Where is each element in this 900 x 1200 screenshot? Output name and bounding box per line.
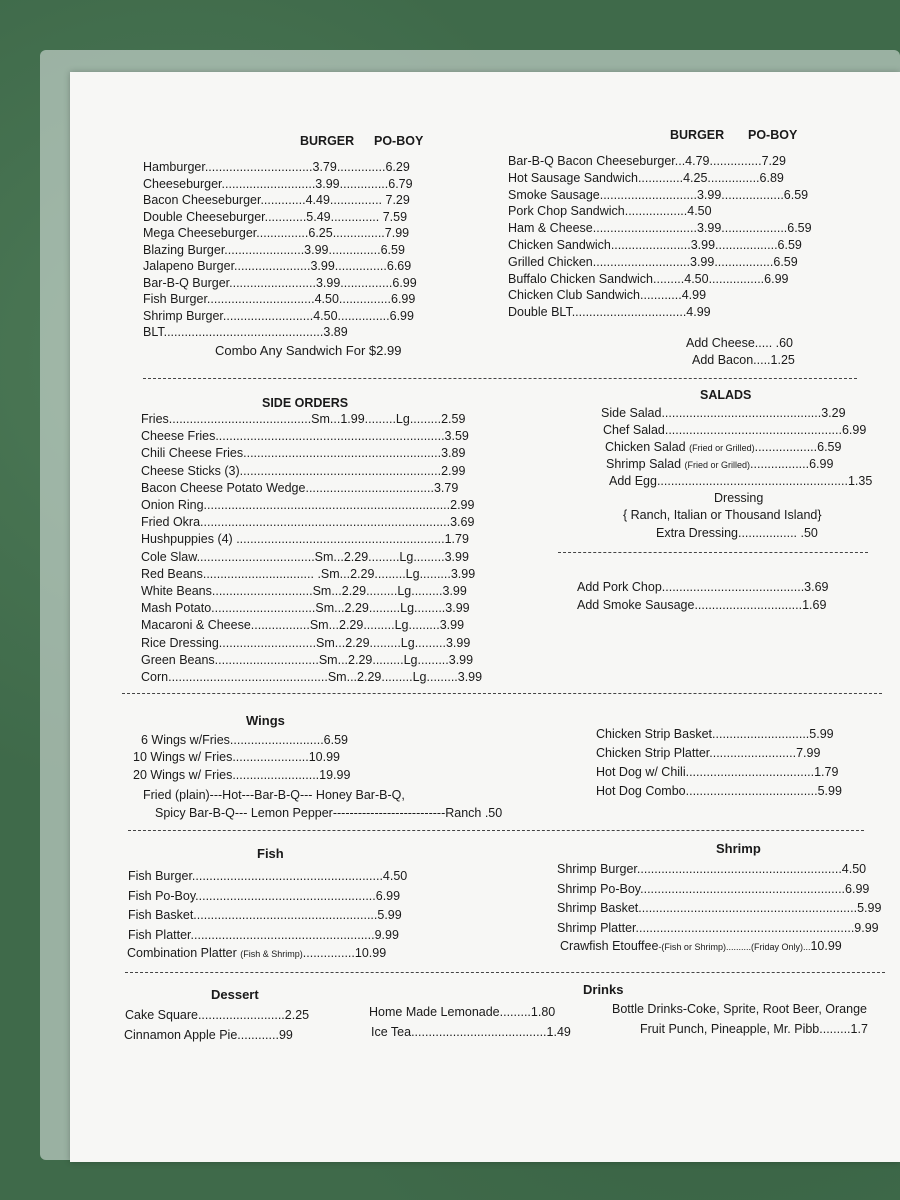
crawfish-price: 10.99 [810,939,842,953]
drinks-title: Drinks [583,982,624,997]
list-item: Hot Dog Combo......................................5.99 [596,784,842,798]
list-item: Corn..............................................Sm...2.29.........Lg.........3.99 [141,670,483,685]
list-item: Cole Slaw..................................Sm...2.29.........Lg.........3.99 [141,549,469,564]
list-item: Onion Ring.......................................................................2.99 [141,498,475,513]
list-item: Chicken Club Sandwich............4.99 [508,288,707,303]
list-item: Red Beans................................ .Sm...2.29.........Lg.........3.99 [141,566,476,581]
list-item: Shrimp Platter...............................................................9.99 [557,921,879,936]
divider [143,378,857,379]
chicken-salad-note: (Fried or Grilled) [689,443,755,453]
list-item: Bar-B-Q Burger.........................3.99...............6.99 [143,275,417,290]
dessert-title: Dessert [211,987,259,1002]
list-item: Mash Potato..............................Sm...2.29.........Lg.........3.99 [141,601,470,616]
list-item: Pork Chop Sandwich..................4.50 [508,204,712,219]
list-item: Hot Sausage Sandwich.............4.25...............6.89 [508,170,784,185]
list-item: Bacon Cheeseburger.............4.49............... 7.29 [143,193,410,207]
add-pork-chop: Add Pork Chop.........................................3.69 [577,580,829,594]
sandwich-list [508,153,812,321]
extra-dressing: Extra Dressing................. .50 [656,526,818,540]
poboy-column-header: PO-BOY [374,134,424,148]
bottle-drinks-2: Fruit Punch, Pineapple, Mr. Pibb.........1.7 [640,1022,868,1036]
burger-list [143,159,417,341]
wing-flavors: Fried (plain)---Hot---Bar-B-Q--- Honey Bar-B-Q, [143,788,405,802]
list-item: 6 Wings w/Fries...........................6.59 [141,733,349,747]
wings-title: Wings [246,713,285,728]
list-item: Chicken Sandwich.......................3.99..................6.59 [508,237,802,252]
list-item: Chicken Strip Platter.........................7.99 [596,746,821,760]
list-item: Smoke Sausage............................3.99..................6.59 [508,187,809,202]
divider [122,693,882,694]
side-orders-list [141,411,482,686]
add-bacon: Add Bacon.....1.25 [692,353,795,367]
lemonade: Home Made Lemonade.........1.80 [369,1005,556,1019]
list-item: Fish Po-Boy....................................................6.99 [128,888,401,903]
list-item: Double Cheeseburger............5.49.............. 7.59 [143,209,408,224]
crawfish-note: -(Fish or Shrimp)..........(Friday Only)... [658,942,811,952]
basket-list [596,725,842,801]
list-item: Fries.........................................Sm...1.99.........Lg.........2.59 [141,412,466,426]
dressing-heading: Dressing [714,491,764,505]
list-item: Shrimp Burger...........................................................4.50 [557,862,867,876]
chicken-salad [605,440,841,456]
cinnamon-apple-pie: Cinnamon Apple Pie............99 [124,1028,293,1042]
combination-platter-label: Combination Platter [127,946,237,960]
chicken-salad-label: Chicken Salad [605,440,686,454]
list-item: Shrimp Basket...............................................................5.99 [557,901,882,916]
dressing-options: { Ranch, Italian or Thousand Island} [623,508,822,522]
list-item: 10 Wings w/ Fries......................10.99 [133,750,341,764]
burger-column-header: BURGER [300,134,355,148]
side-orders-title: SIDE ORDERS [262,396,349,410]
add-egg: Add Egg.......................................................1.35 [609,474,873,488]
combination-platter-note: (Fish & Shrimp) [240,949,303,959]
list-item: Cheese Fries..................................................................3.59 [141,429,469,444]
cake-square: Cake Square.........................2.25 [125,1008,310,1022]
add-smoke-sausage: Add Smoke Sausage...............................1.69 [577,598,827,612]
list-item: Buffalo Chicken Sandwich.........4.50................6.99 [508,271,789,286]
list-item: Blazing Burger.......................3.99...............6.59 [143,242,405,257]
list-item: Chili Cheese Fries.........................................................3.89 [141,446,466,461]
list-item: Fish Basket.....................................................5.99 [128,908,402,923]
divider [558,552,868,553]
list-item: Cheese Sticks (3)..........................................................2.99 [141,463,466,478]
shrimp-salad [606,457,833,473]
list-item: Cheeseburger...........................3.99..............6.79 [143,176,413,191]
shrimp-salad-label: Shrimp Salad [606,457,682,471]
add-cheese: Add Cheese..... .60 [686,336,794,350]
divider [128,830,864,831]
list-item: Bacon Cheese Potato Wedge.....................................3.79 [141,480,459,495]
list-item: Shrimp Burger..........................4.50...............6.99 [143,308,414,323]
salads-title: SALADS [700,388,752,402]
combo-note: Combo Any Sandwich For $2.99 [215,343,402,358]
burger-column-header-right: BURGER [670,128,725,142]
list-item: BLT..............................................3.89 [143,325,348,339]
list-item: Hot Dog w/ Chili.....................................1.79 [596,765,839,779]
list-item: 20 Wings w/ Fries.........................19.99 [133,768,351,782]
list-item: Double BLT.................................4.99 [508,305,711,320]
list-item: White Beans.............................Sm...2.29.........Lg.........3.99 [141,584,467,599]
list-item: Fish Burger...............................4.50...............6.99 [143,292,416,306]
bottle-drinks: Bottle Drinks-Coke, Sprite, Root Beer, Orange [612,1002,867,1016]
crawfish-label: Crawfish Etouffee [560,939,659,953]
list-item: Green Beans..............................Sm...2.29.........Lg.........3.99 [141,652,474,667]
shrimp-salad-price: .................6.99 [750,457,834,471]
list-item: Fish Platter.....................................................9.99 [128,928,399,943]
wing-flavors-2: Spicy Bar-B-Q--- Lemon Pepper---------------------------Ranch .50 [155,806,503,820]
list-item: Macaroni & Cheese.................Sm...2.29.........Lg.........3.99 [141,618,465,633]
list-item: Mega Cheeseburger...............6.25...............7.99 [143,226,410,240]
chef-salad: Chef Salad...................................................6.99 [603,423,867,437]
shrimp-title: Shrimp [716,841,761,856]
list-item: Chicken Strip Basket............................5.99 [596,727,834,741]
shrimp-list [557,860,881,939]
list-item: Bar-B-Q Bacon Cheeseburger...4.79...............7.29 [508,154,786,168]
shrimp-salad-note: (Fried or Grilled) [684,460,751,470]
combination-platter [127,946,386,962]
list-item: Rice Dressing............................Sm...2.29.........Lg.........3.99 [141,635,471,650]
poboy-column-header-right: PO-BOY [748,128,798,142]
list-item: Hamburger...............................3.79..............6.29 [143,160,410,174]
list-item: Jalapeno Burger......................3.99...............6.69 [143,259,412,273]
list-item: Fried Okra........................................................................3.69 [141,515,475,530]
list-item: Grilled Chicken............................3.99.................6.59 [508,254,798,269]
side-salad: Side Salad..............................................3.29 [601,406,846,420]
list-item: Fish Burger.......................................................4.50 [128,869,408,883]
list-item: Shrimp Po-Boy...........................................................6.99 [557,881,870,896]
list-item: Ham & Cheese..............................3.99...................6.59 [508,221,812,236]
divider [125,972,885,973]
combination-platter-price: ...............10.99 [302,946,387,960]
ice-tea: Ice Tea.......................................1.49 [371,1025,571,1039]
chicken-salad-price: ..................6.59 [754,440,842,454]
fish-title: Fish [257,846,284,861]
fish-list [128,867,407,946]
list-item: Hushpuppies (4) ............................................................1.79 [141,532,469,547]
crawfish-etouffee [560,939,842,955]
